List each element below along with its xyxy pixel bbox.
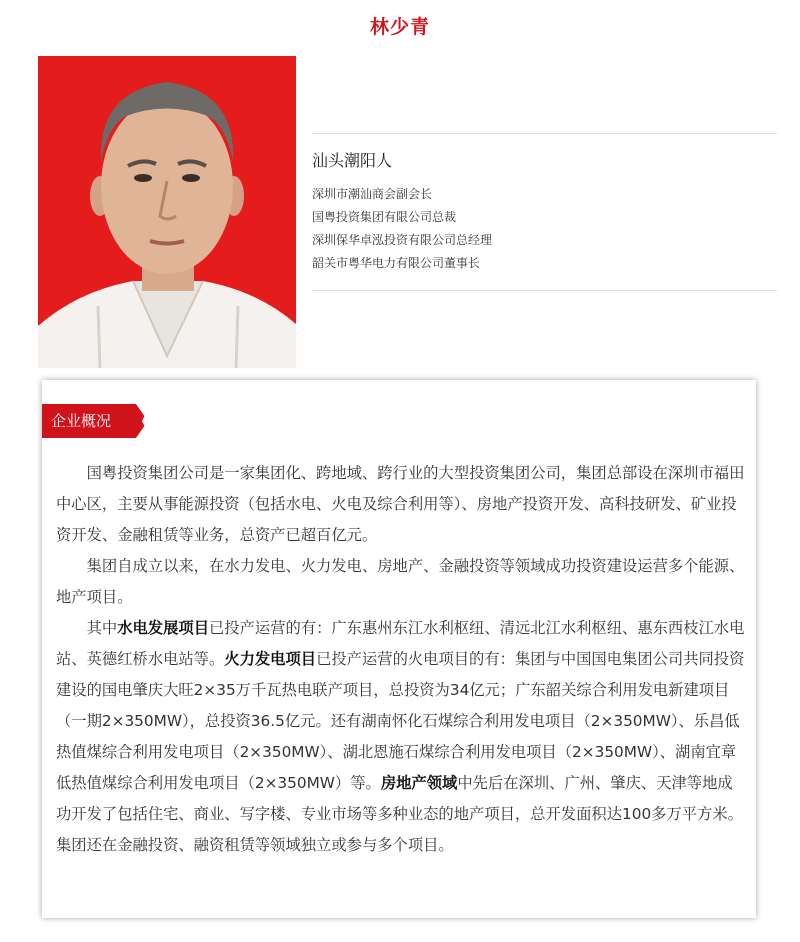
section-tag-label: 企业概况 [51, 412, 112, 430]
text-run: 已投产运营的有：广东惠州东江水利枢纽、清远北江水利枢纽、惠东西枝江水电站、英德红桥水电站等。 [56, 619, 745, 668]
text-run: 其中 [86, 619, 118, 637]
company-overview-panel [42, 380, 756, 918]
overview-body [56, 458, 746, 861]
portrait-photo [38, 56, 296, 368]
role-item: 深圳保华卓泓投资有限公司总经理 [312, 233, 493, 247]
roles-list [312, 183, 492, 275]
divider-top [312, 133, 777, 134]
portrait-icon [38, 56, 296, 368]
paragraph-3 [56, 613, 746, 861]
text-run: 已投产运营的火电项目的有：集团与中国国电集团公司共同投资建设的国电肇庆大旺2×35万千瓦热电联产项目，总投资为34亿元；广东韶关综合利用发电新建项目（一期2×350MW），总投资36.5亿元。还有湖南怀化石煤综合利用发电项目（2×350MW）、乐昌低热值煤综合利用发电项目（2×350MW）、湖北恩施石煤综合利用发电项目（2×350MW）、湖南宜章低热值煤综合利用发电项目（2×350MW）等。 [56, 650, 745, 792]
section-tag [42, 404, 150, 436]
role-item: 国粤投资集团有限公司总裁 [312, 210, 457, 224]
highlight-realestate: 房地产领域 [380, 774, 458, 792]
text-run: 中先后在深圳、广州、肇庆、天津等地成功开发了包括住宅、商业、写字楼、专业市场等多种业态的地产项目，总开发面积达100多万平方米。集团还在金融投资、融资租赁等领域独立或参与多个项目。 [56, 774, 743, 854]
paragraph-1: 国粤投资集团公司是一家集团化、跨地域、跨行业的大型投资集团公司，集团总部设在深圳市福田中心区，主要从事能源投资（包括水电、火电及综合利用等）、房地产投资开发、高科技研发、矿业投资开发、金融租赁等业务，总资产已超百亿元。 [56, 464, 745, 544]
page-title: 林少青 [369, 16, 430, 38]
role-item: 韶关市粤华电力有限公司董事长 [312, 256, 481, 270]
highlight-hydro: 水电发展项目 [117, 619, 209, 637]
highlight-thermal: 火力发电项目 [224, 650, 317, 668]
divider-bottom [312, 290, 777, 291]
paragraph-2: 集团自成立以来，在水力发电、火力发电、房地产、金融投资等领域成功投资建设运营多个能源、地产项目。 [56, 557, 745, 606]
role-item: 深圳市潮汕商会副会长 [312, 187, 433, 201]
origin-text: 汕头潮阳人 [312, 151, 393, 170]
